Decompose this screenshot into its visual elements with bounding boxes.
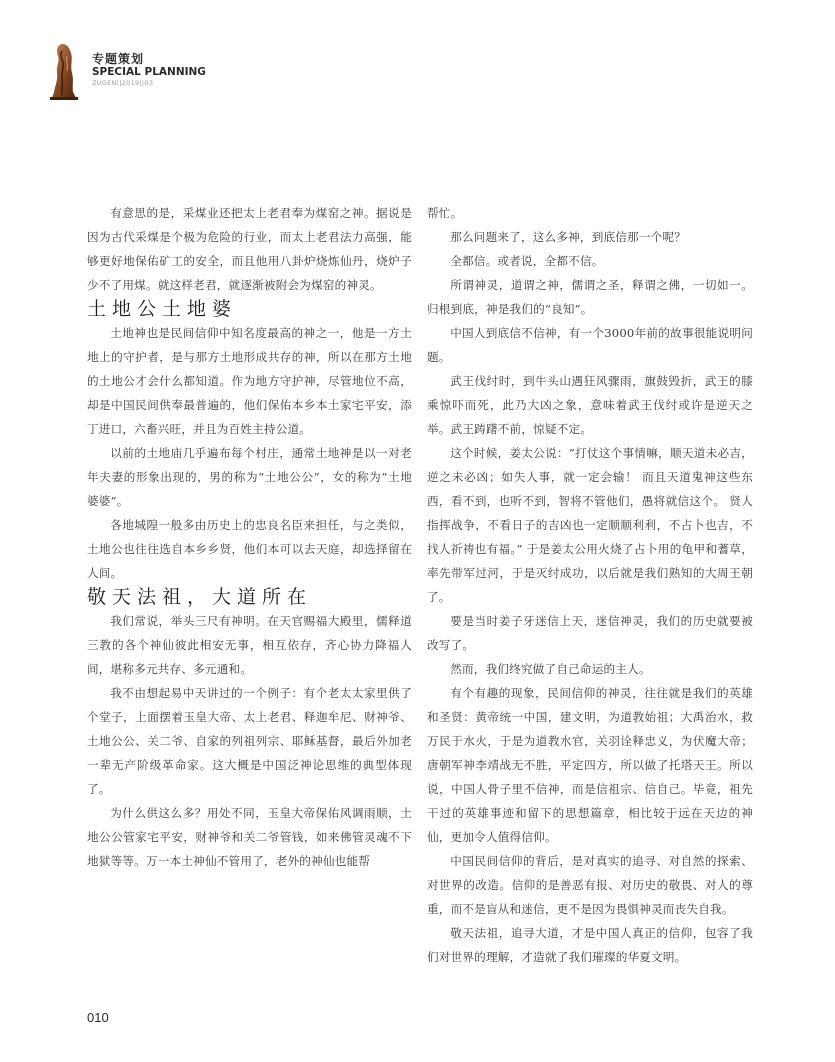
header-text	[92, 52, 206, 88]
paragraph: 土地神也是民间信仰中知名度最高的神之一，他是一方土地上的守护者，是与那方土地形成共存的神，所以在那方土地的土地公才会什么都知道。作为地方守护神，尽管地位不高，却是中国民间供奉最普遍的，他们保佑本乡本土家宅平安，添丁进口，六畜兴旺，并且为百姓主持公道。	[87, 326, 412, 436]
paragraph: 敬天法祖，追寻大道，才是中国人真正的信仰，包容了我们对世界的理解，才造就了我们璀璨的华夏文明。	[427, 926, 753, 964]
paragraph: 我们常说，举头三尺有神明。在天官赐福大殿里，儒释道三教的各个神仙彼此相安无事，相互依存，齐心协力降福人间，堪称多元共存、多元通和。	[87, 614, 412, 676]
paragraph: 各地城隍一般多由历史上的忠良名臣来担任，与之类似，土地公也往往选自本乡乡贤，他们本可以去天庭，却选择留在人间。	[87, 518, 412, 580]
intro-paragraph: 有意思的是，采煤业还把太上老君奉为煤窑之神。据说是因为古代采煤是个极为危险的行业，而太上老君法力高强，能够更好地保佑矿工的安全，而且他用八卦炉烧炼仙丹，烧炉子少不了用煤。就这样老君，就逐渐被附会为煤窑的神灵。	[87, 206, 412, 292]
paragraph: 为什么供这么多？用处不同，玉皇大帝保佑风调雨顺，土地公公管家宅平安，财神爷和关二爷管钱，如来佛管灵魂不下地狱等等。万一本土神仙不管用了，老外的神仙也能帮	[87, 806, 412, 868]
paragraph: 我不由想起易中天讲过的一个例子：有个老太太家里供了个堂子，上面摆着玉皇大帝、太上老君、释迦牟尼、财神爷、土地公公、关二爷、自家的列祖列宗、耶稣基督，最后外加老一辈无产阶级革命家。这大概是中国泛神论思维的典型体现了。	[87, 686, 412, 796]
paragraph: 然而，我们终究做了自己命运的主人。	[450, 662, 651, 676]
section-heading-tudi: 土地公土地婆	[87, 298, 238, 320]
paragraph: 武王伐纣时，到牛头山遇狂风骤雨，旗鼓毁折，武王的膝乘惊吓而死，此乃大凶之象，意味着武王伐纣或许是逆天之举。武王踌躇不前，惊疑不定。	[427, 374, 753, 436]
section-title-en: SPECIAL PLANNING	[92, 66, 206, 78]
paragraph: 中国人到底信不信神，有一个3000年前的故事很能说明问题。	[427, 326, 753, 364]
left-column	[87, 201, 412, 873]
root-carving-logo-icon	[48, 42, 80, 100]
section-heading-jingtian: 敬天法祖，大道所在	[87, 586, 313, 608]
paragraph: 要是当时姜子牙迷信上天，迷信神灵，我们的历史就要被改写了。	[427, 614, 753, 652]
paragraph: 这个时候，姜太公说：“打仗这个事情嘛，顺天道未必吉，逆之未必凶；如失人事，就一定会输！ 而且天道鬼神这些东西，看不到，也听不到，智将不管他们，愚将就信这个。 贤人指挥战争，不看日子的吉凶也一定顺顺利利，不占卜也吉，不找人祈祷也有福。” 于是姜太公用火烧了占卜用的龟甲和蓍草，率先带军过河，于是灭纣成功，以后就是我们熟知的大周王朝了。	[427, 446, 753, 604]
paragraph: 全都信。或者说，全都不信。	[450, 254, 604, 268]
paragraph: 中国民间信仰的背后，是对真实的追寻、对自然的探索、对世界的改造。信仰的是善恶有报、对历史的敬畏、对人的尊重，而不是盲从和迷信，更不是因为畏惧神灵而丧失自我。	[427, 854, 753, 916]
paragraph: 那么问题来了，这么多神，到底信那一个呢？	[450, 230, 687, 244]
page-number: 010	[87, 1010, 109, 1025]
section-title-cn: 专题策划	[92, 52, 145, 66]
paragraph: 有个有趣的现象，民间信仰的神灵，往往就是我们的英雄和圣贤：黄帝统一中国，建文明，为道教始祖；大禹治水，救万民于水火，于是为道教水官，关羽诠释忠义，为伏魔大帝；唐朝军神李靖战无不胜，平定四方，所以做了托塔天王。所以说，中国人骨子里不信神，而是信祖宗、信自己。毕竟，祖先干过的英雄事迹和留下的思想篇章，相比较于远在天边的神仙，更加令人值得信仰。	[427, 686, 753, 844]
issue-code: ZUGEN||2019||03	[92, 79, 154, 87]
paragraph: 所谓神灵，道谓之神，儒谓之圣，释谓之佛，一切如一。归根到底，神是我们的“良知”。	[427, 278, 753, 316]
paragraph: 以前的土地庙几乎遍布每个村庄，通常土地神是以一对老年夫妻的形象出现的，男的称为“土地公公”，女的称为“土地婆婆”。	[87, 446, 412, 508]
continued-paragraph: 帮忙。	[427, 206, 463, 220]
right-column	[427, 201, 753, 969]
